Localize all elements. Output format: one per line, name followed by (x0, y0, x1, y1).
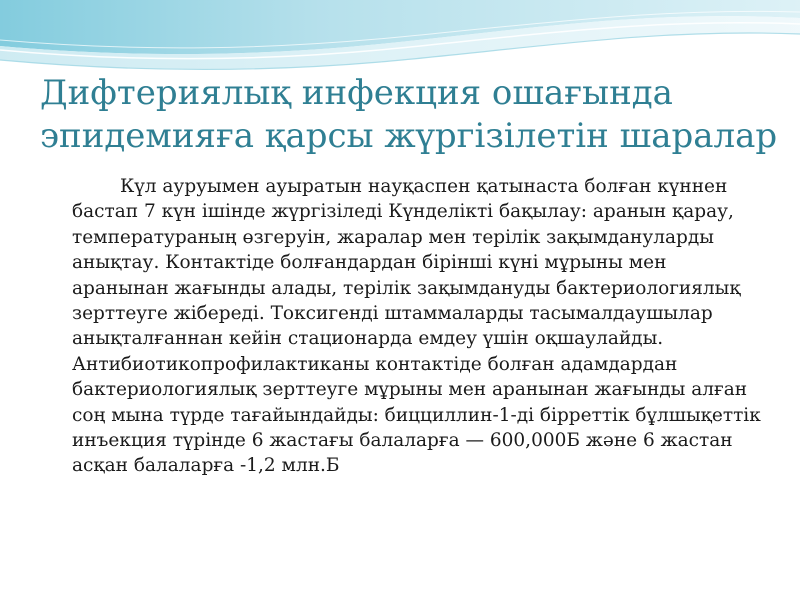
slide-body-text: Күл ауруымен ауыратын науқаспен қатынаста болған күннен бастап 7 күн ішінде жүргізіледі Күнделікті бақылау: аранын қарау, температураның өзгеруін, жаралар мен терілік зақымдануларды анықтау. Контактіде болғандардан бірінші күні мұрыны мен аранынан жағынды алады, терілік зақымдануды бактериологиялық зерттеуге жібереді. Токсигенді штаммаларды тасымалдаушылар анықталғаннан кейін стационарда емдеу үшін оқшаулайды. Антибиотикопрофилактиканы контактіде болған адамдардан бактериологиялық зерттеуге мұрыны мен аранынан жағынды алған соң мына түрде тағайындайды: бицциллин-1-ді бірреттік бұлшықеттік инъекция түрінде 6 жастағы балаларға — 600,000Б және 6 жастан асқан балаларға -1,2 млн.Б (72, 176, 761, 477)
slide-title: Дифтериялық инфекция ошағында эпидемияға қарсы жүргізілетін шаралар (40, 73, 778, 156)
